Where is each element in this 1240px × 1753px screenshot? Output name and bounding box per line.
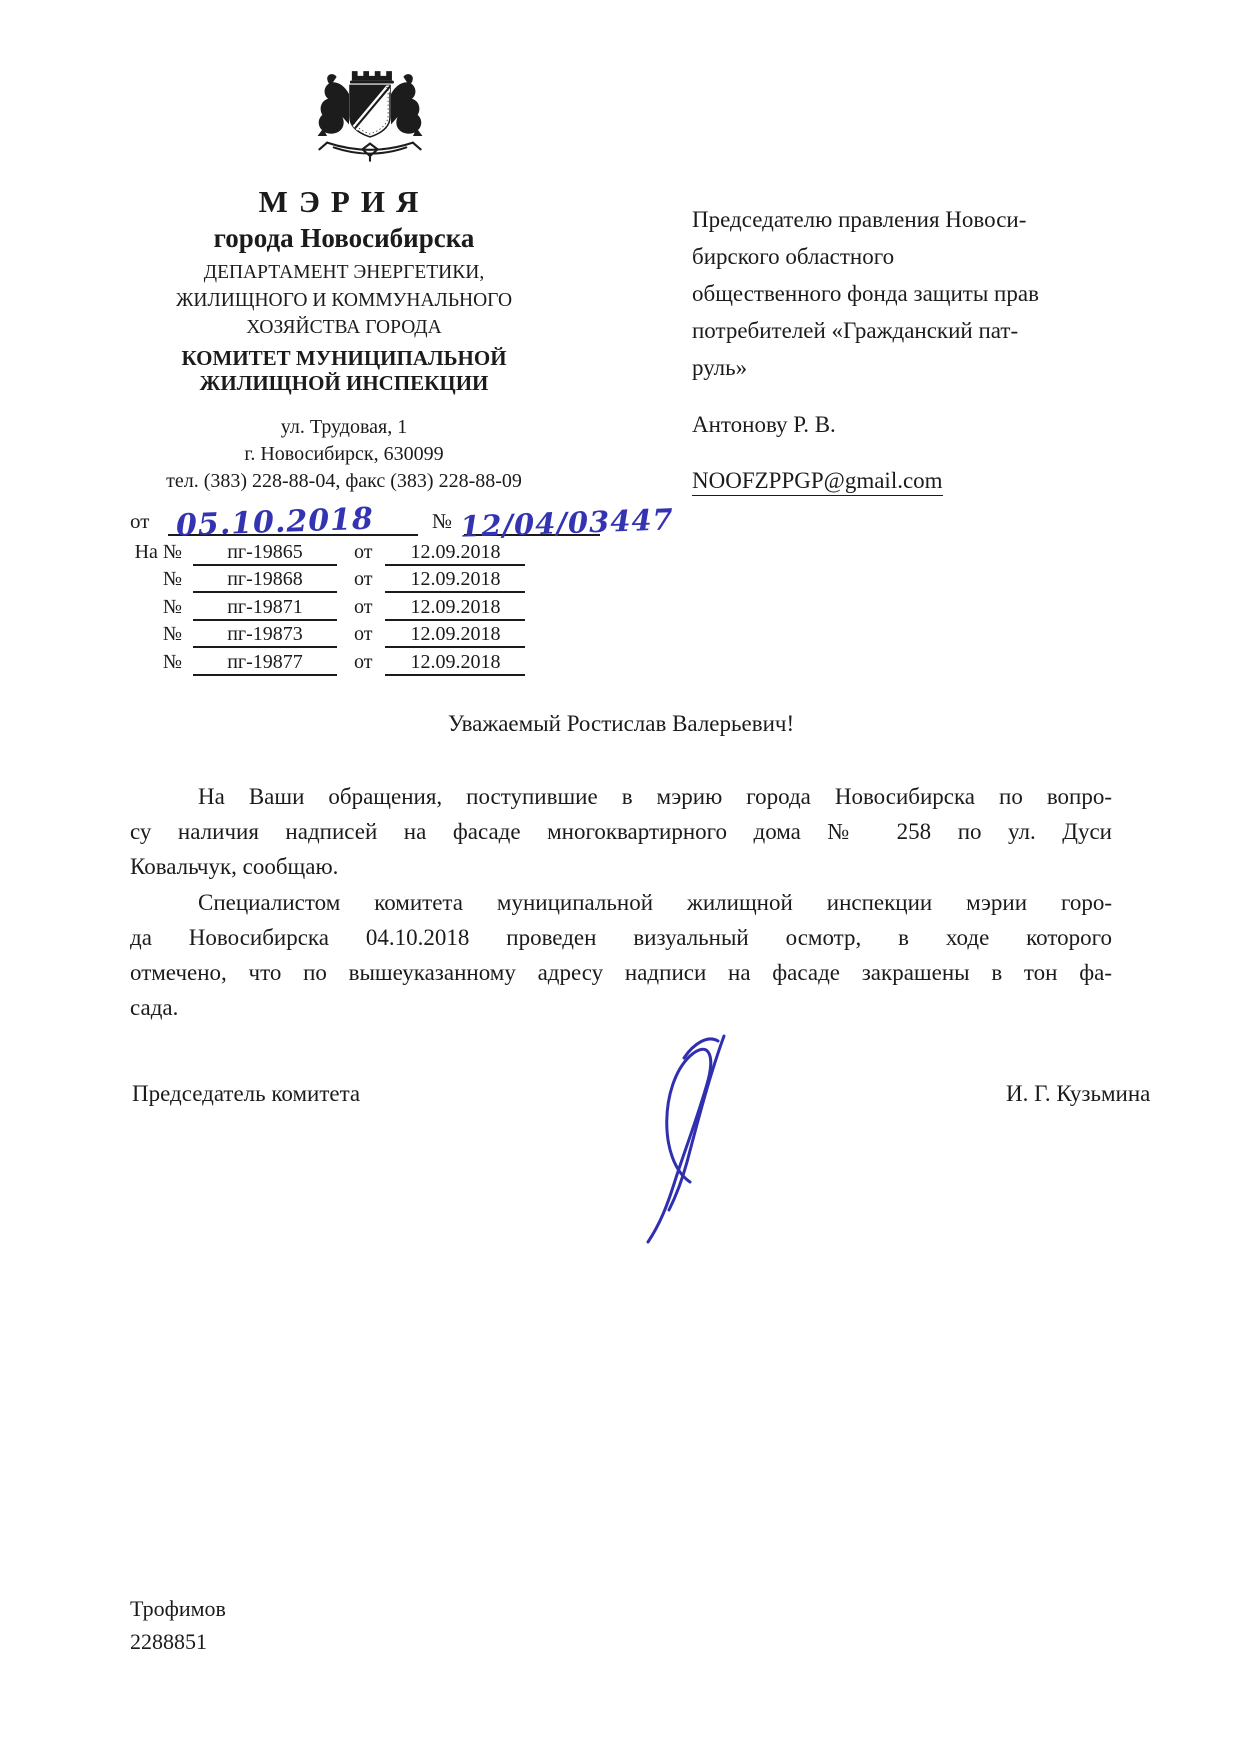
ref-number: пг-19871: [193, 596, 337, 621]
org-name-line2: города Новосибирска: [213, 223, 475, 253]
body-line: су наличия надписей на фасаде многоквартирного дома № 258 по ул. Дуси: [130, 819, 1112, 845]
executor-block: [130, 1592, 226, 1658]
handwritten-date: 05.10.2018: [175, 501, 375, 544]
outgoing-from-label: от: [130, 509, 150, 533]
ref-date: 12.09.2018: [385, 596, 525, 621]
signer-position: Председатель комитета: [132, 1081, 361, 1106]
addressee-email: NOOFZPPGP@gmail.com: [692, 468, 943, 496]
incoming-ref-row: [130, 651, 560, 678]
outgoing-number-label: №: [432, 509, 453, 533]
body-line: да Новосибирска 04.10.2018 проведен визуальный осмотр, в ходе которого: [130, 924, 1112, 950]
ref-label: №: [162, 650, 182, 673]
paragraph: [130, 779, 1112, 885]
ref-date: 12.09.2018: [385, 541, 525, 566]
ref-label: На №: [134, 541, 182, 563]
street-address: ул. Трудовая, 1: [280, 415, 408, 438]
paragraph: [130, 885, 1112, 1026]
ref-date: 12.09.2018: [385, 623, 525, 648]
addressee-line: Председателю правления Новоси-: [692, 207, 1027, 232]
city-address: г. Новосибирск, 630099: [244, 442, 444, 465]
body-line: отмечено, что по вышеуказанному адресу надписи на фасаде закрашены в тон фа-: [130, 960, 1112, 986]
handwritten-number: 12/04/03447: [459, 502, 675, 544]
ref-number: пг-19865: [193, 541, 337, 566]
addressee-block: [692, 201, 1134, 386]
outgoing-date-field: [168, 494, 418, 544]
phone-fax-line: тел. (383) 228-88-04, факс (383) 228-88-09: [166, 469, 522, 492]
handwritten-signature-icon: [612, 1030, 812, 1245]
incoming-ref-row: [130, 623, 560, 650]
contact-block: [118, 414, 570, 495]
ref-from-label: от: [354, 595, 373, 618]
ref-date: 12.09.2018: [385, 651, 525, 676]
addressee-line: потребителей «Гражданский пат-: [692, 318, 1019, 343]
ref-label: №: [162, 623, 182, 646]
salutation: Уважаемый Ростислав Валерьевич!: [447, 711, 795, 736]
executor-name: Трофимов: [130, 1596, 226, 1621]
body-line: На Ваши обращения, поступившие в мэрию города Новосибирска по вопро-: [198, 784, 1112, 809]
incoming-ref-row: [130, 568, 560, 595]
coat-of-arms-emblem: [308, 66, 432, 164]
department-name: [118, 259, 570, 342]
ref-from-label: от: [354, 541, 373, 563]
incoming-refs-table: [130, 541, 560, 678]
novosibirsk-coat-of-arms-icon: [308, 66, 432, 164]
incoming-ref-row: [130, 541, 560, 568]
department-line: ХОЗЯЙСТВА ГОРОДА: [246, 317, 442, 338]
addressee-name: Антонову Р. В.: [692, 412, 836, 437]
outgoing-ref-row: [130, 492, 675, 544]
ref-number: пг-19877: [193, 651, 337, 676]
ref-label: №: [162, 568, 182, 591]
letterhead: [118, 184, 570, 495]
addressee-line: общественного фонда защиты прав: [692, 281, 1039, 306]
department-line: ЖИЛИЩНОГО И КОММУНАЛЬНОГО: [175, 289, 513, 311]
committee-line: КОМИТЕТ МУНИЦИПАЛЬНОЙ: [181, 345, 507, 370]
body-line: Ковальчук, сообщаю.: [130, 854, 339, 880]
ref-from-label: от: [354, 568, 373, 591]
outgoing-number-field: [459, 494, 675, 544]
ref-number: пг-19873: [193, 623, 337, 648]
ref-number: пг-19868: [193, 568, 337, 593]
incoming-ref-row: [130, 596, 560, 623]
org-name-line1: МЭРИЯ: [258, 184, 430, 219]
addressee-line: руль»: [692, 355, 748, 380]
addressee-line: бирского областного: [692, 244, 895, 269]
committee-line: ЖИЛИЩНОЙ ИНСПЕКЦИИ: [199, 371, 489, 395]
letter-body: [130, 779, 1112, 1025]
department-line: ДЕПАРТАМЕНТ ЭНЕРГЕТИКИ,: [203, 262, 485, 283]
signer-name: И. Г. Кузьмина: [1006, 1081, 1151, 1106]
body-line: сада.: [130, 995, 179, 1021]
committee-name: [118, 346, 570, 397]
ref-from-label: от: [354, 623, 373, 646]
ref-from-label: от: [354, 650, 373, 673]
executor-phone: 2288851: [130, 1629, 207, 1654]
ref-date: 12.09.2018: [385, 568, 525, 593]
body-line: Специалистом комитета муниципальной жилищной инспекции мэрии горо-: [198, 889, 1112, 915]
ref-label: №: [162, 595, 182, 618]
